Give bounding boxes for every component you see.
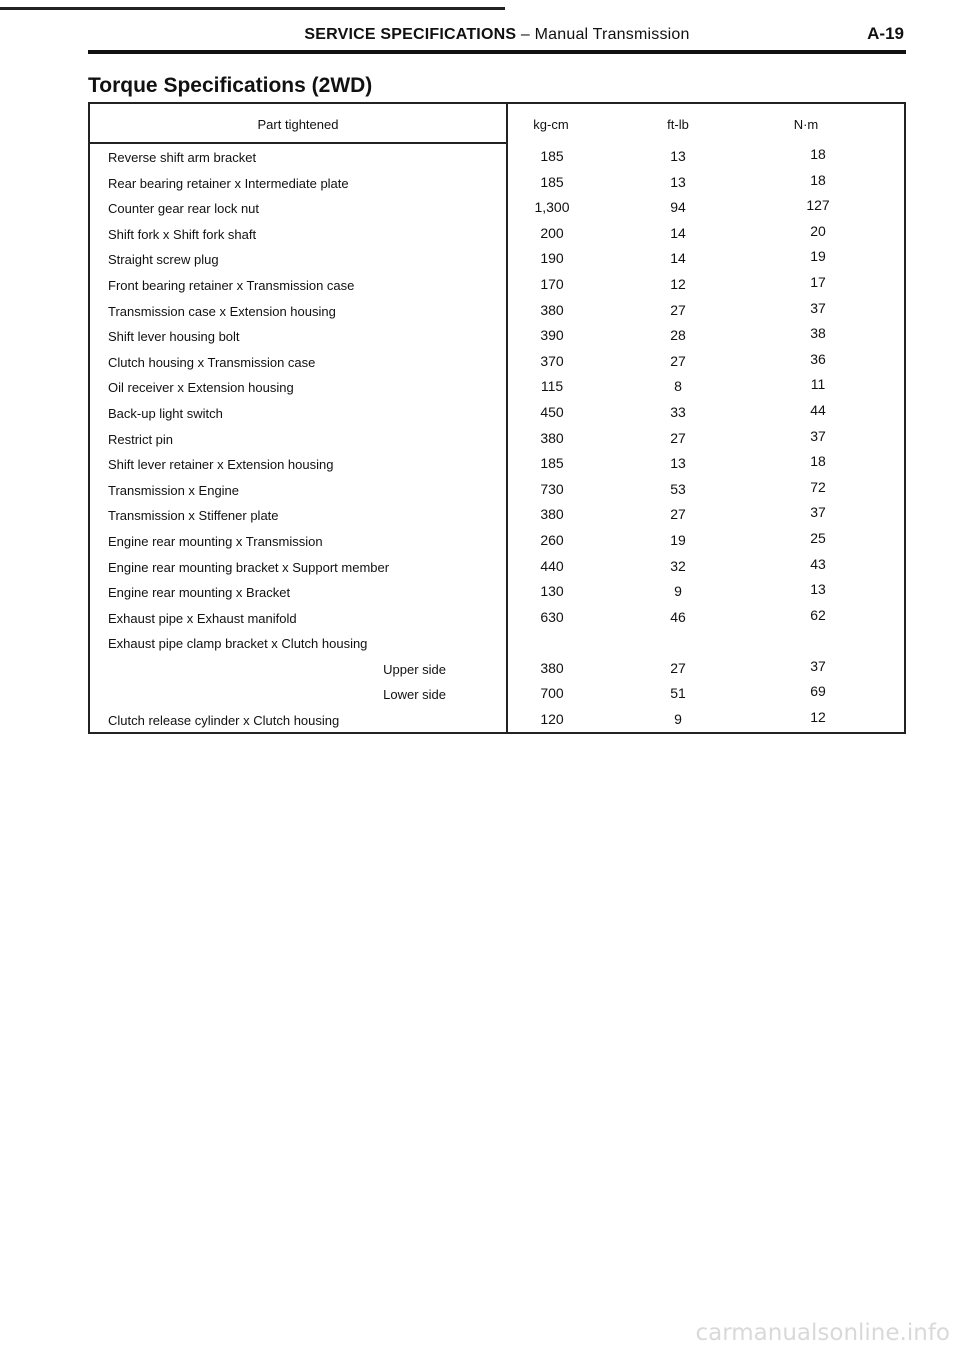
part-cell: Shift lever housing bolt (108, 329, 240, 345)
table-row (90, 144, 904, 170)
part-cell: Clutch release cylinder x Clutch housing (108, 713, 340, 729)
nm-cell: 44 (810, 401, 826, 418)
part-cell: Straight screw plug (108, 252, 219, 268)
top-rule (0, 7, 505, 10)
kgcm-cell: 700 (540, 685, 564, 702)
nm-cell: 37 (810, 504, 826, 521)
table-body (90, 144, 904, 733)
page-number: A-19 (867, 24, 904, 43)
nm-cell: 127 (806, 197, 830, 214)
ftlb-cell: 27 (670, 429, 686, 446)
ftlb-cell: 28 (670, 327, 686, 344)
ftlb-cell: 8 (674, 378, 682, 395)
part-cell: Front bearing retainer x Transmission case (108, 277, 355, 293)
kgcm-cell: 200 (540, 224, 564, 241)
ftlb-cell: 53 (670, 480, 686, 497)
nm-cell: 19 (810, 248, 826, 265)
ftlb-cell: 27 (670, 352, 686, 369)
page-header (88, 22, 906, 54)
kgcm-cell: 390 (540, 327, 564, 344)
part-cell: Shift lever retainer x Extension housing (108, 457, 334, 473)
nm-cell: 18 (810, 171, 826, 188)
table-row (90, 579, 904, 605)
ftlb-cell: 14 (670, 224, 686, 241)
ftlb-cell: 27 (670, 659, 686, 676)
kgcm-cell: 190 (540, 250, 564, 267)
ftlb-cell: 13 (670, 173, 686, 190)
kgcm-cell: 115 (540, 378, 564, 395)
part-cell: Transmission case x Extension housing (108, 303, 336, 319)
torque-spec-table (88, 102, 906, 734)
ftlb-cell: 9 (674, 711, 682, 728)
nm-cell: 37 (810, 427, 826, 444)
table-row (90, 502, 904, 528)
table-row (90, 400, 904, 426)
ftlb-cell: 9 (674, 583, 682, 600)
table-row (90, 656, 904, 682)
part-cell: Restrict pin (108, 431, 174, 447)
table-row (90, 605, 904, 631)
kgcm-cell: 185 (540, 173, 564, 190)
table-row (90, 221, 904, 247)
header-part-tightened: Part tightened (257, 117, 339, 132)
kgcm-cell: 185 (540, 455, 564, 472)
nm-cell: 13 (810, 581, 826, 598)
table-row (90, 246, 904, 272)
header-title-bold: SERVICE SPECIFICATIONS (304, 26, 517, 43)
part-cell: Engine rear mounting x Bracket (108, 585, 291, 601)
part-cell: Engine rear mounting bracket x Support member (108, 559, 390, 575)
part-cell: Exhaust pipe x Exhaust manifold (108, 610, 297, 626)
kgcm-cell: 380 (540, 301, 564, 318)
ftlb-cell: 46 (670, 608, 686, 625)
kgcm-cell: 120 (540, 711, 564, 728)
part-cell: Counter gear rear lock nut (108, 201, 260, 217)
ftlb-cell: 27 (670, 506, 686, 523)
kgcm-cell: 380 (540, 429, 564, 446)
kgcm-cell: 1,300 (534, 199, 570, 216)
part-cell: Shift fork x Shift fork shaft (108, 226, 257, 242)
nm-cell: 62 (810, 606, 826, 623)
kgcm-cell: 630 (540, 608, 564, 625)
ftlb-cell: 32 (670, 557, 686, 574)
nm-cell: 38 (810, 325, 826, 342)
kgcm-cell: 260 (540, 531, 564, 548)
ftlb-cell: 14 (670, 250, 686, 267)
nm-cell: 11 (810, 376, 826, 393)
part-cell: Reverse shift arm bracket (108, 150, 257, 165)
kgcm-cell: 130 (540, 583, 564, 600)
part-cell: Clutch housing x Transmission case (108, 354, 316, 370)
nm-cell: 18 (810, 453, 826, 470)
nm-cell: 17 (810, 273, 826, 290)
header-ftlb: ft-lb (667, 117, 689, 132)
nm-cell: 69 (810, 683, 826, 700)
kgcm-cell: 440 (540, 557, 564, 574)
nm-cell: 12 (810, 709, 826, 726)
part-cell: Back-up light switch (108, 405, 223, 421)
table-row (90, 630, 904, 656)
table-row (90, 195, 904, 221)
kgcm-cell: 380 (540, 506, 564, 523)
ftlb-cell: 94 (670, 199, 686, 216)
part-cell: Transmission x Engine (108, 482, 240, 498)
kgcm-cell: 170 (540, 275, 564, 292)
part-cell: Oil receiver x Extension housing (108, 380, 294, 396)
header-kgcm: kg-cm (533, 117, 569, 132)
header-nm: N·m (793, 117, 819, 132)
table-row (90, 170, 904, 196)
kgcm-cell: 370 (540, 352, 564, 369)
table-row (90, 323, 904, 349)
part-cell: Transmission x Stiffener plate (108, 508, 279, 524)
part-cell: Engine rear mounting x Transmission (108, 533, 323, 549)
ftlb-cell: 27 (670, 301, 686, 318)
ftlb-cell: 33 (670, 403, 686, 420)
ftlb-cell: 13 (670, 455, 686, 472)
watermark: carmanualsonline.info (695, 1320, 950, 1346)
table-row (90, 451, 904, 477)
ftlb-cell: 19 (670, 531, 686, 548)
nm-cell: 20 (810, 222, 826, 239)
part-cell-sub: Upper side (383, 661, 446, 677)
nm-cell: 37 (810, 299, 826, 316)
table-row (90, 374, 904, 400)
table-row (90, 681, 904, 707)
nm-cell: 43 (810, 555, 826, 572)
header-title-rest: – Manual Transmission (516, 26, 690, 43)
kgcm-cell: 730 (540, 480, 564, 497)
kgcm-cell: 185 (540, 148, 564, 164)
ftlb-cell: 12 (670, 275, 686, 292)
kgcm-cell: 450 (540, 403, 564, 420)
header-title (88, 26, 906, 44)
nm-cell: 25 (810, 529, 826, 546)
table-row (90, 298, 904, 324)
table-row (90, 272, 904, 298)
part-cell: Rear bearing retainer x Intermediate plate (108, 175, 349, 191)
part-cell: Exhaust pipe clamp bracket x Clutch housing (108, 636, 368, 652)
table-row (90, 707, 904, 733)
table-row (90, 349, 904, 375)
kgcm-cell: 380 (540, 659, 564, 676)
table-row (90, 426, 904, 452)
nm-cell: 72 (810, 478, 826, 495)
nm-cell: 18 (810, 146, 826, 162)
table-row (90, 477, 904, 503)
part-cell-sub: Lower side (383, 687, 446, 703)
nm-cell: 36 (810, 350, 826, 367)
ftlb-cell: 13 (670, 148, 686, 164)
table-row (90, 554, 904, 580)
nm-cell: 37 (810, 657, 826, 674)
section-title: Torque Specifications (2WD) (88, 74, 373, 97)
table-row (90, 528, 904, 554)
ftlb-cell: 51 (670, 685, 686, 702)
